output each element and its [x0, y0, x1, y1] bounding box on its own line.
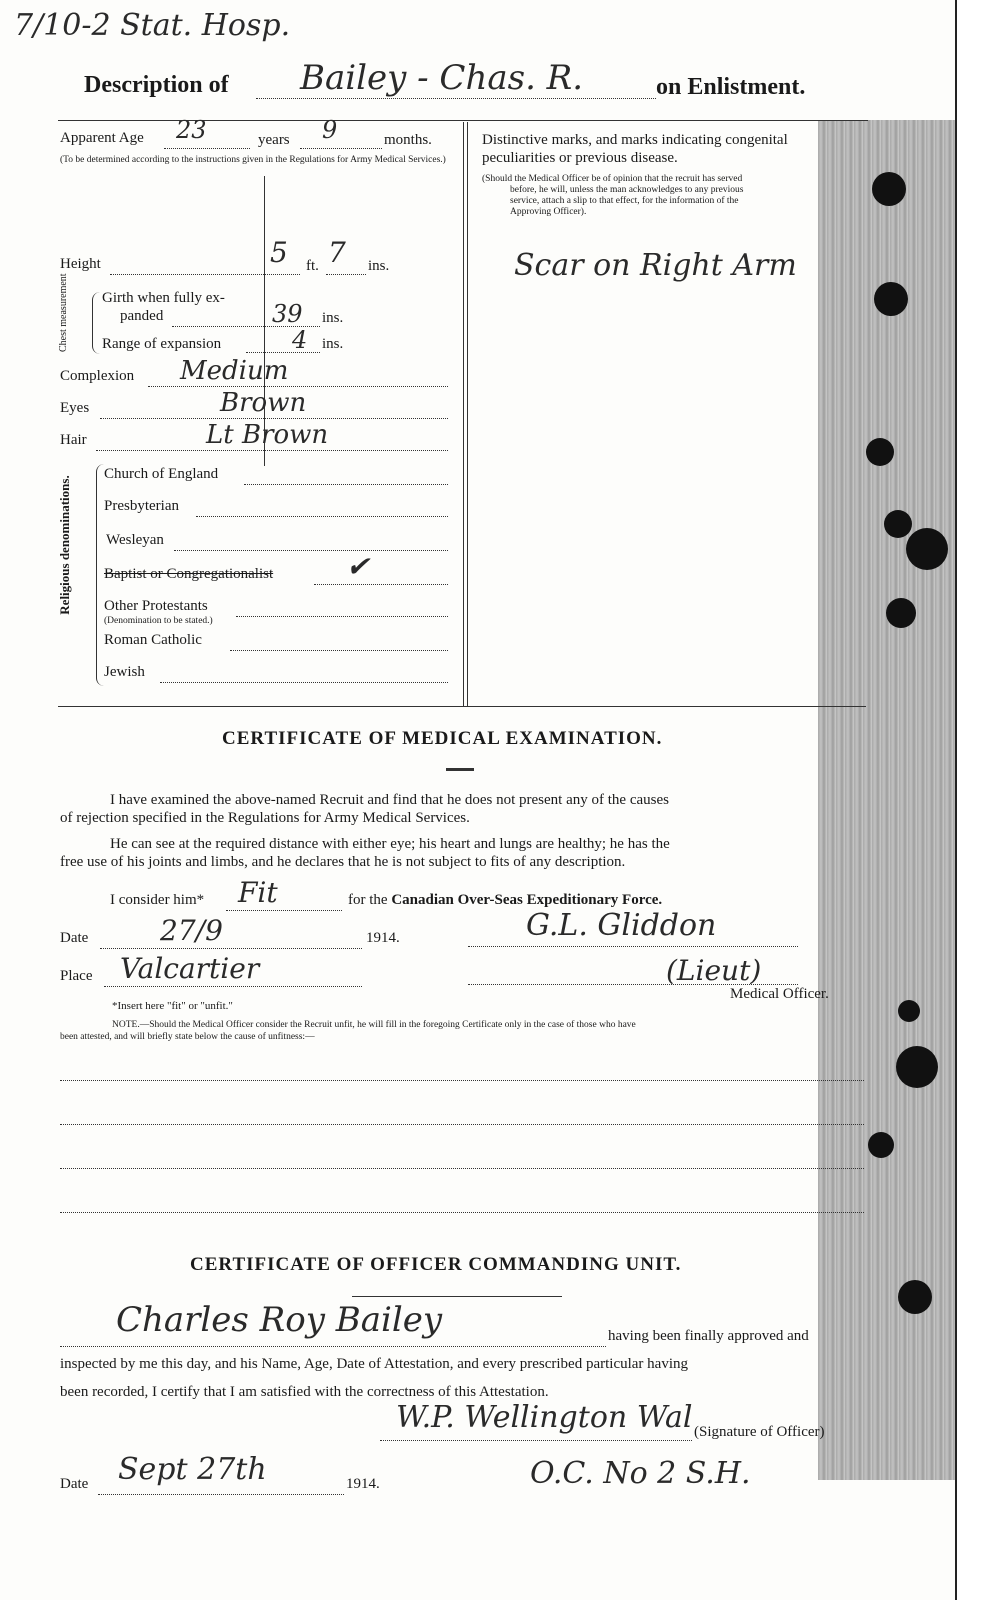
medical-date-label: Date	[60, 930, 89, 946]
marks-label-1: Distinctive marks, and marks indicating congenital	[482, 132, 788, 148]
unfitness-line	[60, 1080, 864, 1081]
officer-signature-line	[380, 1440, 692, 1441]
marks-note-4: Approving Officer).	[510, 207, 587, 217]
place-value: Valcartier	[120, 952, 260, 985]
age-months-value: 9	[322, 116, 338, 144]
note-line-2: been attested, and will briefly state below the cause of unfitness:—	[60, 1032, 315, 1042]
medical-para1-line1: I have examined the above-named Recruit and find that he does not present any of the causes	[110, 792, 669, 808]
years-label: years	[258, 132, 290, 148]
age-years-value: 23	[176, 116, 207, 144]
ft-label: ft.	[306, 258, 319, 274]
religion-roman-catholic: Roman Catholic	[104, 632, 202, 648]
commanding-date-year: 1914.	[346, 1476, 380, 1492]
hair-label: Hair	[60, 432, 87, 448]
range-value: 4	[292, 326, 308, 354]
hair-value: Lt Brown	[206, 420, 329, 450]
medical-date-year: 1914.	[366, 930, 400, 946]
commanding-officer-unit: O.C. No 2 S.H.	[530, 1456, 751, 1491]
punch-hole	[868, 1132, 894, 1158]
religion-line	[160, 682, 448, 683]
punch-hole	[896, 1046, 938, 1088]
commanding-heading: CERTIFICATE OF OFFICER COMMANDING UNIT.	[190, 1254, 682, 1275]
age-months-line	[300, 148, 382, 149]
column-divider	[463, 122, 464, 706]
eyes-line	[100, 418, 448, 419]
age-years-line	[164, 148, 250, 149]
commanding-line1-suffix: having been finally approved and	[608, 1328, 809, 1344]
top-handwritten-note: 7/10-2 Stat. Hosp.	[14, 8, 291, 43]
approved-recruit-name: Charles Roy Bailey	[116, 1300, 443, 1340]
girth-label-1: Girth when fully ex-	[102, 290, 225, 306]
religion-line	[196, 516, 448, 517]
consider-suffix	[348, 892, 662, 909]
commanding-date-value: Sept 27th	[118, 1452, 267, 1487]
punch-hole	[906, 528, 948, 570]
complexion-value: Medium	[180, 356, 289, 386]
religion-wesleyan: Wesleyan	[106, 532, 164, 548]
recruit-name: Bailey - Chas. R.	[300, 58, 584, 98]
commanding-date-label: Date	[60, 1476, 89, 1492]
religion-line	[230, 650, 448, 651]
height-in-line	[326, 274, 366, 275]
page-edge	[955, 0, 991, 1600]
height-ft-value: 5	[270, 236, 288, 269]
age-label: Apparent Age	[60, 130, 144, 146]
medical-officer-label: Medical Officer.	[730, 986, 829, 1002]
column-divider-2	[467, 122, 468, 706]
unfitness-line	[60, 1124, 864, 1125]
unfitness-line	[60, 1212, 864, 1213]
note-line-1: NOTE.—Should the Medical Officer consider the Recruit unfit, he will fill in the foregoing Certificate only in the case of those who have	[112, 1020, 636, 1030]
heading-ornament	[352, 1296, 562, 1297]
punch-hole	[866, 438, 894, 466]
commanding-line3: been recorded, I certify that I am satisfied with the correctness of this Attestation.	[60, 1384, 549, 1400]
medical-officer-rank: (Lieut)	[666, 954, 762, 987]
marks-label-2: peculiarities or previous disease.	[482, 150, 678, 166]
scan-shadow-strip	[818, 120, 955, 1480]
other-protestants-note: (Denomination to be stated.)	[104, 616, 213, 626]
punch-hole	[898, 1000, 920, 1022]
complexion-line	[148, 386, 448, 387]
punch-hole	[874, 282, 908, 316]
marks-value: Scar on Right Arm	[514, 248, 797, 283]
girth-value: 39	[272, 300, 303, 328]
religion-line	[314, 584, 448, 585]
place-label: Place	[60, 968, 93, 984]
eyes-label: Eyes	[60, 400, 90, 416]
hair-line	[96, 450, 448, 451]
religion-baptist: Baptist or Congregationalist	[104, 566, 274, 582]
consider-prefix: I consider him*	[110, 892, 205, 908]
religion-church-of-england: Church of England	[104, 466, 219, 482]
medical-para2-line2: free use of his joints and limbs, and he declares that he is not subject to fits of any description.	[60, 854, 626, 870]
months-label: months.	[384, 132, 432, 148]
religion-presbyterian: Presbyterian	[104, 498, 179, 514]
eyes-value: Brown	[220, 388, 307, 418]
marks-note-1: (Should the Medical Officer be of opinion that the recruit has served	[482, 174, 743, 184]
chest-label: Chest measurement	[58, 273, 69, 352]
title-left: Description of	[84, 72, 229, 98]
approved-name-line	[60, 1346, 606, 1347]
range-unit: ins.	[322, 336, 344, 352]
religion-line	[244, 484, 448, 485]
title-right: on Enlistment.	[656, 74, 806, 100]
religion-line	[236, 616, 448, 617]
range-line	[246, 352, 320, 353]
medical-signature-line	[468, 946, 798, 947]
girth-unit: ins.	[322, 310, 344, 326]
age-note: (To be determined according to the instructions given in the Regulations for Army Medical Services.)	[60, 155, 446, 165]
name-line	[256, 98, 656, 99]
medical-para2-line1: He can see at the required distance with either eye; his heart and lungs are healthy; he has the	[110, 836, 670, 852]
ins-label: ins.	[368, 258, 390, 274]
punch-hole	[886, 598, 916, 628]
religion-other-protestants: Other Protestants	[104, 598, 208, 614]
consider-suffix-text: for the	[348, 892, 392, 908]
medical-date-line	[100, 948, 362, 949]
punch-hole	[872, 172, 906, 206]
height-in-value: 7	[328, 236, 346, 269]
complexion-label: Complexion	[60, 368, 135, 384]
punch-hole	[884, 510, 912, 538]
marks-note-3: service, attach a slip to that effect, for the information of the	[510, 196, 739, 206]
signature-label: (Signature of Officer)	[694, 1424, 825, 1440]
place-line	[104, 986, 362, 987]
insert-note: *Insert here "fit" or "unfit."	[112, 1000, 233, 1012]
chest-brace	[92, 292, 101, 354]
heading-ornament	[446, 768, 474, 771]
commanding-officer-signature: W.P. Wellington Wal	[396, 1400, 693, 1435]
girth-label-2: panded	[120, 308, 164, 324]
religion-check-mark: ✔	[346, 550, 370, 583]
medical-date-value: 27/9	[160, 914, 223, 947]
range-label: Range of expansion	[102, 336, 222, 352]
commanding-date-line	[98, 1494, 344, 1495]
commanding-line2: inspected by me this day, and his Name, Age, Date of Attestation, and every prescribed particular having	[60, 1356, 689, 1372]
consider-value: Fit	[238, 876, 278, 909]
height-label: Height	[60, 256, 101, 272]
marks-note-2: before, he will, unless the man acknowledges to any previous	[510, 185, 744, 195]
religion-jewish: Jewish	[104, 664, 145, 680]
height-line	[110, 274, 300, 275]
medical-para1-line2: of rejection specified in the Regulations for Army Medical Services.	[60, 810, 470, 826]
punch-hole	[898, 1280, 932, 1314]
consider-line	[226, 910, 342, 911]
religion-line	[174, 550, 448, 551]
medical-heading: CERTIFICATE OF MEDICAL EXAMINATION.	[222, 728, 663, 749]
unfitness-line	[60, 1168, 864, 1169]
medical-officer-signature: G.L. Gliddon	[526, 908, 717, 943]
force-name: Canadian Over-Seas Expeditionary Force.	[391, 892, 663, 908]
religion-heading: Religious denominations.	[57, 475, 72, 615]
section-rule	[58, 706, 866, 707]
